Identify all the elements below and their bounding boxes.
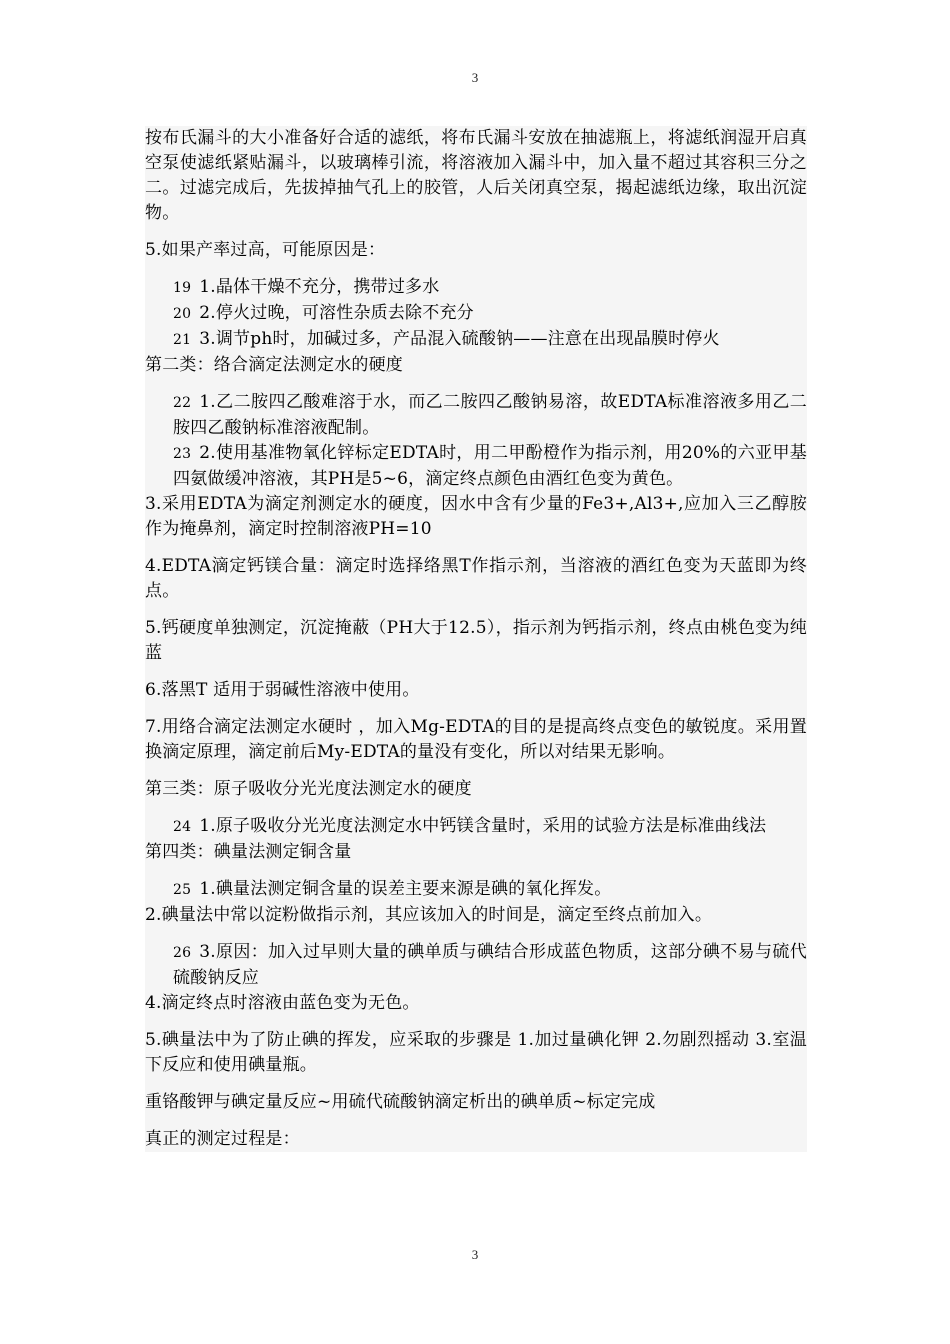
paragraph xyxy=(145,678,807,703)
list-item-text: 2.停火过晚，可溶性杂质去除不充分 xyxy=(199,303,474,323)
paragraph-text: 3.采用EDTA为滴定剂测定水的硬度，因水中含有少量的Fe3+,Al3+,应加入三乙醇胺作为掩鼻剂，滴定时控制溶液PH=10 xyxy=(145,494,807,539)
paragraph-text: 5.钙硬度单独测定，沉淀掩蔽（PH大于12.5），指示剂为钙指示剂，终点由桃色变为纯蓝 xyxy=(145,618,807,663)
list-item xyxy=(145,327,807,353)
heading-text: 第三类：原子吸收分光光度法测定水的硬度 xyxy=(145,779,472,799)
line-number: 23 xyxy=(173,446,192,462)
list-item-text: 1.乙二胺四乙酸难溶于水，而乙二胺四乙酸钠易溶，故EDTA标准溶液多用乙二胺四乙酸钠标准溶液配制。 xyxy=(173,392,807,438)
line-number: 26 xyxy=(173,945,192,961)
list-item-text: 3.调节ph时，加碱过多，产品混入硫酸钠——注意在出现晶膜时停火 xyxy=(199,329,720,349)
list-item-text: 1.原子吸收分光光度法测定水中钙镁含量时，采用的试验方法是标准曲线法 xyxy=(199,816,767,836)
line-number: 20 xyxy=(173,306,192,322)
document-body xyxy=(145,126,807,1152)
page-number-bottom: 3 xyxy=(471,1247,479,1262)
section-heading-3 xyxy=(145,777,807,802)
list-item-text: 1.碘量法测定铜含量的误差主要来源是碘的氧化挥发。 xyxy=(199,879,612,899)
list-item-text: 2.使用基准物氧化锌标定EDTA时，用二甲酚橙作为指示剂，用20%的六亚甲基四氨做缓冲溶液，其PH是5~6，滴定终点颜色由酒红色变为黄色。 xyxy=(173,443,807,489)
list-item xyxy=(145,301,807,327)
paragraph xyxy=(145,991,807,1016)
paragraph xyxy=(145,492,807,542)
list-item xyxy=(145,940,807,991)
paragraph-yield-heading xyxy=(145,238,807,263)
paragraph xyxy=(145,1090,807,1115)
paragraph-text: 重铬酸钾与碘定量反应~用硫代硫酸钠滴定析出的碘单质~标定完成 xyxy=(145,1092,656,1112)
line-number: 24 xyxy=(173,819,192,835)
list-item xyxy=(145,275,807,301)
list-item xyxy=(145,877,807,903)
paragraph-filtration xyxy=(145,126,807,226)
section-heading-2 xyxy=(145,353,807,378)
page-number-top: 3 xyxy=(471,70,479,85)
line-number: 19 xyxy=(173,280,192,296)
paragraph-text: 5.碘量法中为了防止碘的挥发，应采取的步骤是 1.加过量碘化钾 2.勿剧烈摇动 3.室温下反应和使用碘量瓶。 xyxy=(145,1030,807,1075)
paragraph-text: 6.落黑T 适用于弱碱性溶液中使用。 xyxy=(145,680,420,700)
paragraph-text: 7.用络合滴定法测定水硬时 ，加入Mg-EDTA的目的是提高终点变色的敏锐度。采用置换滴定原理，滴定前后My-EDTA的量没有变化，所以对结果无影响。 xyxy=(145,717,807,762)
paragraph-text: 按布氏漏斗的大小准备好合适的滤纸，将布氏漏斗安放在抽滤瓶上，将滤纸润湿开启真空泵使滤纸紧贴漏斗，以玻璃棒引流，将溶液加入漏斗中，加入量不超过其容积三分之二。过滤完成后，先拔掉抽气孔上的胶管，人后关闭真空泵，揭起滤纸边缘，取出沉淀物。 xyxy=(145,128,807,223)
section-heading-4 xyxy=(145,840,807,865)
paragraph xyxy=(145,1028,807,1078)
paragraph xyxy=(145,1127,807,1152)
list-item xyxy=(145,441,807,492)
line-number: 22 xyxy=(173,395,192,411)
heading-text: 第二类：络合滴定法测定水的硬度 xyxy=(145,355,403,375)
paragraph-text: 4.滴定终点时溶液由蓝色变为无色。 xyxy=(145,993,420,1013)
paragraph-text: 5.如果产率过高，可能原因是： xyxy=(145,240,386,260)
list-item-text: 1.晶体干燥不充分，携带过多水 xyxy=(199,277,440,297)
paragraph xyxy=(145,715,807,765)
list-item-text: 3.原因：加入过早则大量的碘单质与碘结合形成蓝色物质，这部分碘不易与硫代硫酸钠反应 xyxy=(173,942,807,988)
paragraph xyxy=(145,554,807,604)
list-item xyxy=(145,814,807,840)
heading-text: 第四类：碘量法测定铜含量 xyxy=(145,842,352,862)
paragraph-text: 2.碘量法中常以淀粉做指示剂，其应该加入的时间是，滴定至终点前加入。 xyxy=(145,905,713,925)
line-number: 25 xyxy=(173,882,192,898)
list-item xyxy=(145,390,807,441)
paragraph xyxy=(145,616,807,666)
paragraph xyxy=(145,903,807,928)
line-number: 21 xyxy=(173,332,192,348)
paragraph-text: 真正的测定过程是： xyxy=(145,1129,300,1149)
paragraph-text: 4.EDTA滴定钙镁合量：滴定时选择络黑T作指示剂，当溶液的酒红色变为天蓝即为终点。 xyxy=(145,556,807,601)
